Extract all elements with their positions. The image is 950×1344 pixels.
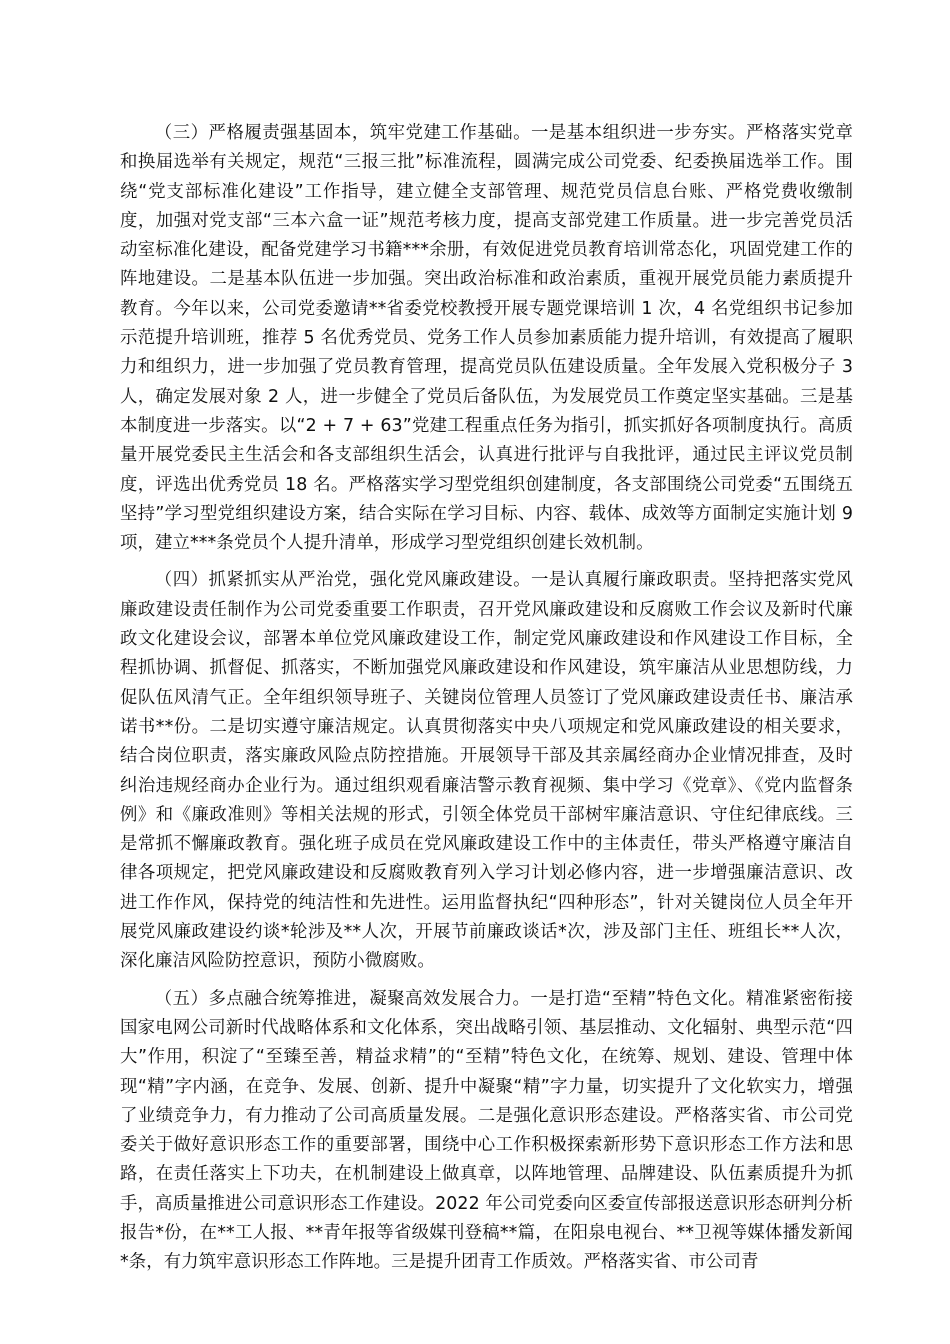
paragraph-section-4: （四）抓紧抓实从严治党，强化党风廉政建设。一是认真履行廉政职责。坚持把落实党风廉政建设责任制作为公司党委重要工作职责，召开党风廉政建设和反腐败工作会议及新时代廉政文化建设会议，部署本单位党风廉政建设工作，制定党风廉政建设和作风建设工作目标，全程抓协调、抓督促、抓落实，不断加强党风廉政建设和作风建设，筑牢廉洁从业思想防线，力促队伍风清气正。全年组织领导班子、关键岗位管理人员签订了党风廉政建设责任书、廉洁承诺书**份。二是切实遵守廉洁规定。认真贯彻落实中央八项规定和党风廉政建设的相关要求，结合岗位职责，落实廉政风险点防控措施。开展领导干部及其亲属经商办企业情况排查，及时纠治违规经商办企业行为。通过组织观看廉洁警示教育视频、集中学习《党章》、《党内监督条例》和《廉政准则》等相关法规的形式，引领全体党员干部树牢廉洁意识、守住纪律底线。三是常抓不懈廉政教育。强化班子成员在党风廉政建设工作中的主体责任，带头严格遵守廉洁自律各项规定，把党风廉政建设和反腐败教育列入学习计划必修内容，进一步增强廉洁意识、改进工作作风，保持党的纯洁性和先进性。运用监督执纪“四种形态”，针对关键岗位人员全年开展党风廉政建设约谈*轮涉及**人次，开展节前廉政谈话*次，涉及部门主任、班组长**人次，深化廉洁风险防控意识，预防小微腐败。	[120, 570, 853, 972]
paragraph-section-3: （三）严格履责强基固本，筑牢党建工作基础。一是基本组织进一步夯实。严格落实党章和换届选举有关规定，规范“三报三批”标准流程，圆满完成公司党委、纪委换届选举工作。围绕“党支部标准化建设”工作指导，建立健全支部管理、规范党员信息台账、严格党费收缴制度，加强对党支部“三本六盒一证”规范考核力度，提高支部党建工作质量。进一步完善党员活动室标准化建设，配备党建学习书籍***余册，有效促进党员教育培训常态化，巩固党建工作的阵地建设。二是基本队伍进一步加强。突出政治标准和政治素质，重视开展党员能力素质提升教育。今年以来，公司党委邀请**省委党校教授开展专题党课培训 1 次，4 名党组织书记参加示范提升培训班，推荐 5 名优秀党员、党务工作人员参加素质能力提升培训，有效提高了履职力和组织力，进一步加强了党员教育管理，提高党员队伍建设质量。全年发展入党积极分子 3 人，确定发展对象 2 人，进一步健全了党员后备队伍，为发展党员工作奠定坚实基础。三是基本制度进一步落实。以“2 + 7 + 63”党建工程重点任务为指引，抓实抓好各项制度执行。高质量开展党委民主生活会和各支部组织生活会，认真进行批评与自我批评，通过民主评议党员制度，评选出优秀党员 18 名。严格落实学习型党组织创建制度，各支部围绕公司党委“五围绕五坚持”学习型党组织建设方案，结合实际在学习目标、内容、载体、成效等方面制定实施计划 9 项，建立***条党员个人提升清单，形成学习型党组织创建长效机制。	[120, 123, 853, 554]
document-body	[120, 119, 853, 1278]
paragraph-section-5: （五）多点融合统筹推进，凝聚高效发展合力。一是打造“至精”特色文化。精准紧密衔接国家电网公司新时代战略体系和文化体系，突出战略引领、基层推动、文化辐射、典型示范“四大”作用，积淀了“至臻至善，精益求精”的“至精”特色文化，在统筹、规划、建设、管理中体现“精”字内涵，在竞争、发展、创新、提升中凝聚“精”字力量，切实提升了文化软实力，增强了业绩竞争力，有力推动了公司高质量发展。二是强化意识形态建设。严格落实省、市公司党委关于做好意识形态工作的重要部署，围绕中心工作积极探索新形势下意识形态工作方法和思路，在责任落实上下功夫，在机制建设上做真章，以阵地管理、品牌建设、队伍素质提升为抓手，高质量推进公司意识形态工作建设。2022 年公司党委向区委宣传部报送意识形态研判分析报告*份，在**工人报、**青年报等省级媒刊登稿**篇，在阳泉电视台、**卫视等媒体播发新闻*条，有力筑牢意识形态工作阵地。三是提升团青工作质效。严格落实省、市公司青	[120, 988, 853, 1273]
